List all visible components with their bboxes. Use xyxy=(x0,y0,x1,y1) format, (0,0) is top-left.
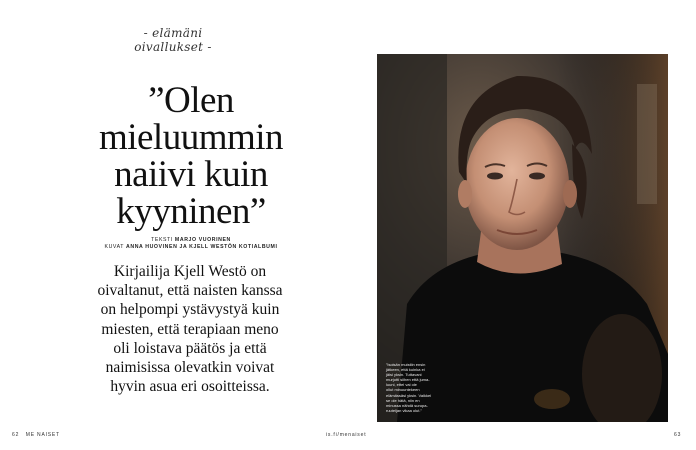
headline-line: mieluummin xyxy=(98,117,284,158)
lead-line: on helpompi ystävystyä kuin xyxy=(100,301,280,319)
photo-credit xyxy=(60,244,322,251)
lead-line: oivaltanut, että naisten kanssa xyxy=(97,282,283,300)
caption-line: jätkeen, että kuinka ei xyxy=(386,367,425,373)
footer-left xyxy=(12,432,60,438)
photo-caption xyxy=(386,362,456,413)
lead-line: naimisissa olevatkin voivat xyxy=(105,359,275,377)
caption-line: elämässäsi yksin. Vaikkei xyxy=(386,392,432,398)
caption-line: oliut minuuntekeen xyxy=(386,387,420,393)
photo-credit-label: KUVAT xyxy=(104,244,124,250)
caption-line: murjotti siihen että juma- xyxy=(386,377,430,383)
lead-line: hyvin asua eri osoitteissa. xyxy=(110,378,270,396)
text-credit-name: MARJO VUORINEN xyxy=(174,237,231,243)
lead-paragraph xyxy=(70,262,310,396)
magazine-name: ME NAISET xyxy=(25,432,60,438)
text-credit-label: TEKSTI xyxy=(151,237,173,243)
footer-url: is.fi/menaiset xyxy=(326,432,367,438)
headline-line: ”Olen xyxy=(148,80,234,121)
lead-line: Kirjailija Kjell Westö on xyxy=(113,263,267,280)
lead-line: miesten, että terapiaan meno xyxy=(101,320,279,338)
caption-line: ruuteljan vikaa olut.” xyxy=(386,407,422,413)
left-page-number: 62 xyxy=(12,432,20,438)
caption-line: se ole hätä, niin en xyxy=(386,397,420,403)
caption-line: ”Isoisän muistiin ensin xyxy=(386,362,426,367)
text-credit xyxy=(60,237,322,244)
caption-line: luuni, ettei vai ole xyxy=(386,382,417,388)
caption-line: minussa nähdä surupa- xyxy=(386,402,428,408)
headline-line: naiivi kuin xyxy=(114,154,268,195)
lead-line: oli loistava päätös ja että xyxy=(113,339,267,357)
byline xyxy=(60,237,322,251)
headline xyxy=(60,82,322,230)
photo-credit-name: ANNA HUOVINEN JA KJELL WESTÖN KOTIALBUMI xyxy=(126,244,278,250)
right-page-number: 63 xyxy=(674,432,682,438)
caption-line: jäisi yksin. Tuttavani xyxy=(386,372,422,378)
headline-line: kyyninen” xyxy=(116,191,266,232)
section-kicker: - elämäni oivallukset - xyxy=(134,26,212,54)
